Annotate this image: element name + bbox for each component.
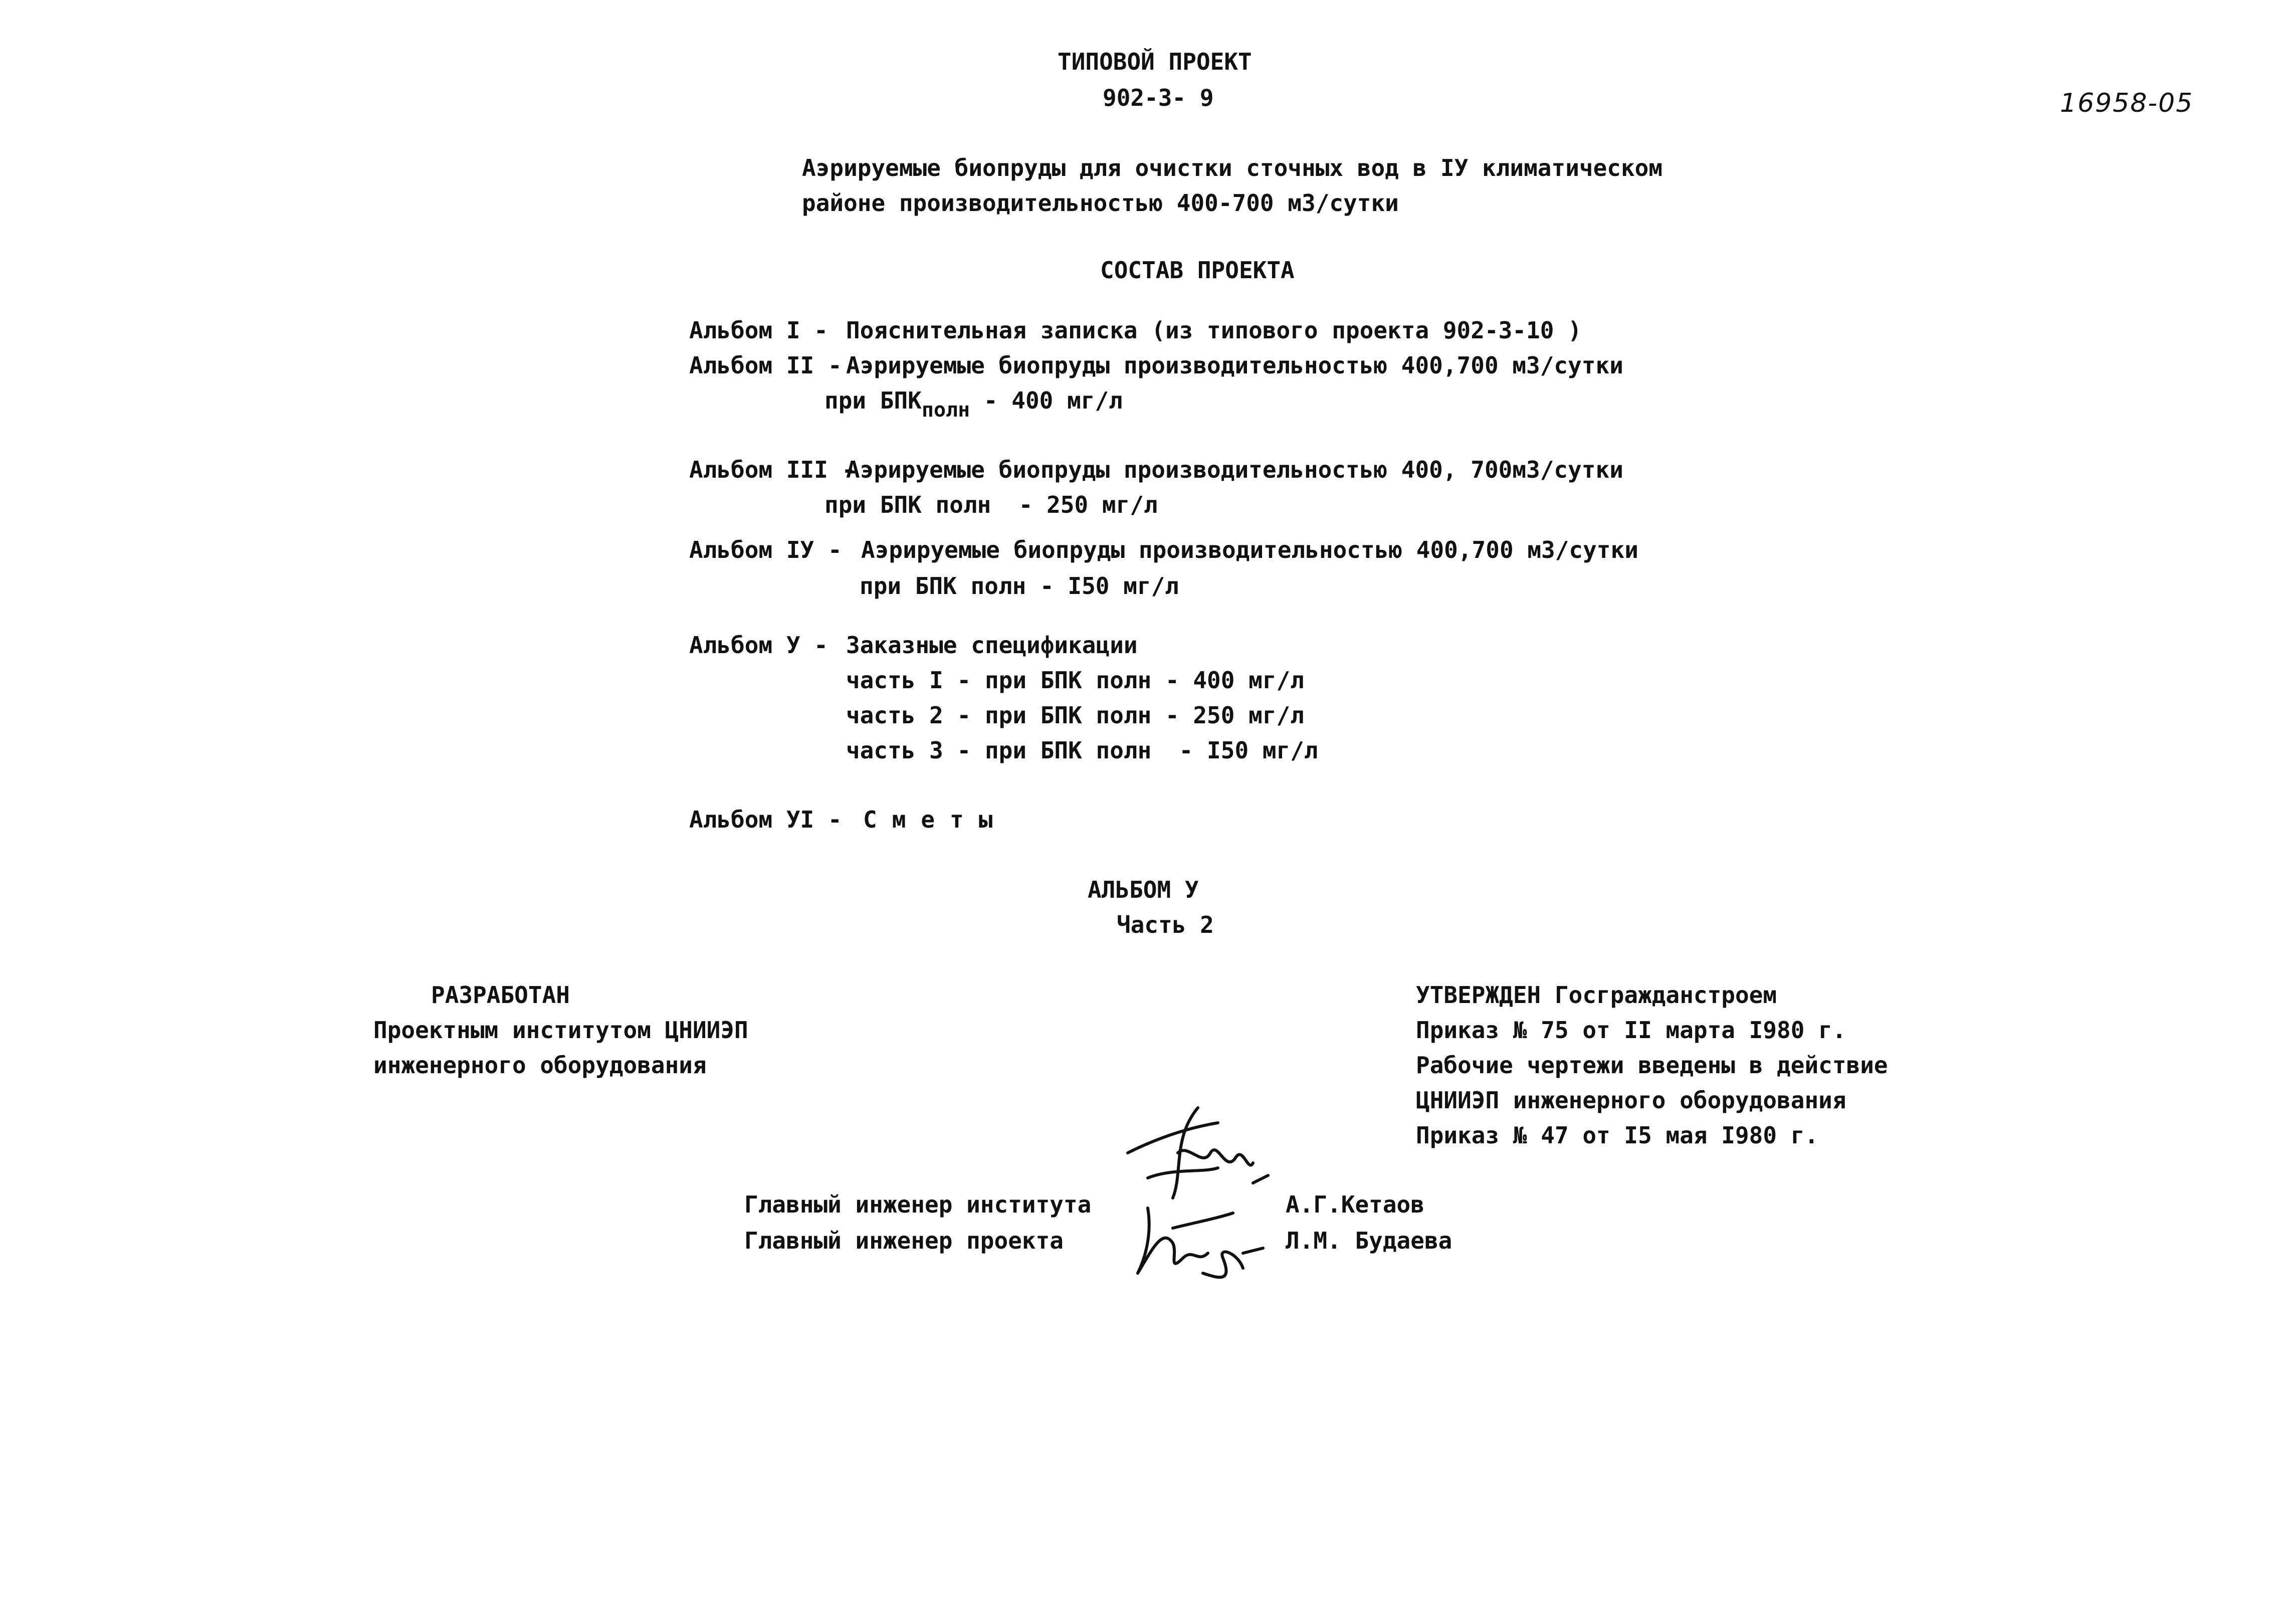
album-3-text: Аэрируемые биопруды производительностью 400, 700м3/сутки	[846, 456, 1623, 483]
album-5-part-3: часть 3 - при БПК полн - I50 мг/л	[846, 737, 1318, 764]
project-number: 902-3- 9	[1103, 84, 1214, 111]
approved-line-2: Приказ № 75 от II марта I980 г.	[1416, 1017, 1846, 1044]
signature-role-institute: Главный инженер института	[744, 1191, 1092, 1218]
handwritten-signature-institute	[1118, 1098, 1268, 1208]
approved-line-3: Рабочие чертежи введены в действие	[1416, 1052, 1888, 1079]
album-6-text: Сметы	[863, 806, 1008, 833]
album-6-label: Альбом УI -	[689, 806, 842, 833]
album-4-bod: при БПК полн - I50 мг/л	[860, 572, 1179, 599]
handwritten-signature-project	[1123, 1198, 1273, 1288]
album-2-bod-pre: при БПК	[824, 387, 922, 414]
approved-line-5: Приказ № 47 от I5 мая I980 г.	[1416, 1122, 1819, 1149]
signature-name-project: Л.М. Будаева	[1286, 1227, 1452, 1254]
album-4-text: Аэрируемые биопруды производительностью 400,700 м3/сутки	[861, 536, 1638, 563]
approved-line-1: УТВЕРЖДЕН Госгражданстроем	[1416, 981, 1777, 1009]
album-5-label: Альбом У -	[689, 632, 828, 659]
developed-line-1: Проектным институтом ЦНИИЭП	[373, 1017, 748, 1044]
album-5-text: Заказные спецификации	[846, 632, 1138, 659]
album-2-label: Альбом II -	[689, 352, 842, 379]
album-2-bod	[824, 387, 1123, 422]
album-4-label: Альбом IУ -	[689, 536, 842, 563]
album-3-bod: при БПК полн - 250 мг/л	[824, 491, 1158, 518]
album-2-text: Аэрируемые биопруды производительностью 400,700 м3/сутки	[846, 352, 1623, 379]
album-part-heading: Часть 2	[1117, 911, 1214, 938]
signature-name-institute: А.Г.Кетаов	[1286, 1191, 1424, 1218]
description-line-2: районе производительностью 400-700 м3/сутки	[802, 189, 1399, 217]
description-line-1: Аэрируемые биопруды для очистки сточных вод в IУ климатическом	[802, 154, 1663, 181]
album-2-bod-post: - 400 мг/л	[970, 387, 1123, 414]
album-5-part-2: часть 2 - при БПК полн - 250 мг/л	[846, 702, 1304, 729]
project-type-title: ТИПОВОЙ ПРОЕКТ	[1058, 48, 1252, 75]
album-5-part-1: часть I - при БПК полн - 400 мг/л	[846, 667, 1304, 694]
inventory-number: 16958-05	[2060, 88, 2194, 118]
approved-line-4: ЦНИИЭП инженерного оборудования	[1416, 1087, 1846, 1114]
album-2-bod-sub: полн	[921, 398, 970, 422]
album-1-label: Альбом I -	[689, 317, 828, 344]
album-1-text: Пояснительная записка (из типового проекта 902-3-10 )	[846, 317, 1582, 344]
developed-heading: РАЗРАБОТАН	[431, 981, 570, 1009]
album-3-label: Альбом III -	[689, 456, 856, 483]
album-heading: АЛЬБОМ У	[1088, 876, 1199, 903]
developed-line-2: инженерного оборудования	[373, 1052, 707, 1079]
signature-role-project: Главный инженер проекта	[744, 1227, 1064, 1254]
composition-title: СОСТАВ ПРОЕКТА	[1100, 257, 1295, 284]
